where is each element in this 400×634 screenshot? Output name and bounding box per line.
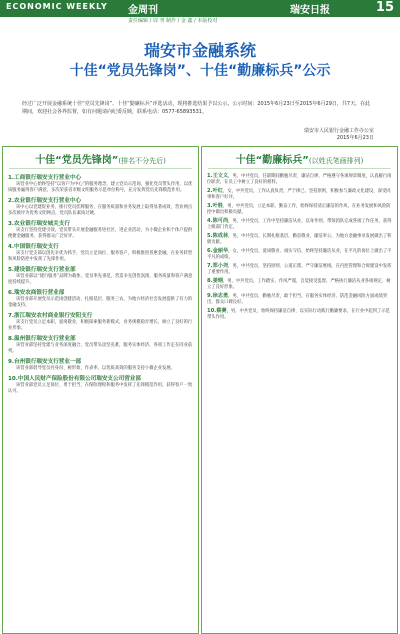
list-item: 2.叶红，女，中共党员，工作认真负责，严于律己，坚持原则，积极参与廉政文化建设，深受同事和客户好评。 <box>207 188 391 200</box>
list-item: 5.建设银行瑞安支行营业部 该营业部以“建行服务”品牌为载体，党员率先垂范，营造争先创优氛围，服务质量和客户满意度持续提升。 <box>8 267 193 285</box>
list-item: 8.姜钢，男，中共党员，工作踏实、作风严谨，自觉接受监督，严格执行廉洁从业各项规定，树立了良好形象。 <box>207 278 391 290</box>
left-column-note: (排名不分先后) <box>118 157 166 165</box>
divider <box>9 168 192 169</box>
list-item: 9.徐志勇，男，中共党员，勤勉尽责，敢于担当，在服务实体经济、防范金融风险方面成绩突出，群众口碑良好。 <box>207 293 388 305</box>
list-item: 2.农业银行瑞安支行营业中心 该中心以党建促业务，推行党员挂牌服务，在服务质量和业务发展上取得显著成效，营业网点多次被评为优秀文明网点，党员队伍素质过硬。 <box>8 198 193 216</box>
list-item: 10.中国人民财产保险股份有限公司瑞安支公司营业部 该营业部党员立足岗位、勇于担当，在保险理赔和服务中发挥了先锋模范作用，获得客户一致认可。 <box>8 376 193 394</box>
list-item: 6.瑞安农商银行营业部 该营业部开展党员示范岗创建活动，扎根基层、服务三农，为地方经济社会发展提供了有力的金融支持。 <box>8 290 193 308</box>
signature-date: 2015年6月23日 <box>336 135 374 141</box>
paper-name: 瑞安日报 <box>290 5 330 16</box>
headline-line-2: 十佳“党员先锋岗”、十佳“勤廉标兵”公示 <box>69 63 331 79</box>
page-number: 15 <box>375 0 394 15</box>
signature <box>304 128 374 142</box>
intro-paragraph: 经过广泛开展金融系统十佳“党员先锋岗”、十佳“勤廉标兵”评选活动，现将推选结果予以公示。公示时间：2015年6月23日至2015年6月29日，共7天。在此期间，欢迎社会各界监督，如有问题请向纪委反映，联系电话：0577-65893531。 <box>22 101 371 115</box>
left-column <box>2 146 199 634</box>
list-item: 9.台州银行瑞安支行营业一部 该营业部倡导党员亮身份、树形象、作表率，以优质高效的服务支持小微企业发展。 <box>8 359 175 371</box>
list-item: 5.陈成林，男，中共党员，长期扎根基层，勤恳敬业，廉洁奉公，为地方金融事业发展做出了积极贡献。 <box>207 233 392 245</box>
list-item: 4.陈可尚，男，中共党员，工作中坚持廉洁从业，以身作则，带领团队完成各项工作任务，获得上级部门肯定。 <box>207 218 392 230</box>
divider <box>208 168 391 169</box>
list-item: 8.温州银行瑞安支行营业部 该营业部坚持党建与业务深度融合，党员带头攻坚克难，服务实体经济，各项工作走在同业前列。 <box>8 336 193 354</box>
list-item: 3.农业银行瑞安城关支行 该支行坚持党建引领，党员带头开展金融服务进社区、进企业活动，为小微企业和个体户提供便捷金融服务，获得群众广泛好评。 <box>8 221 193 239</box>
section-label: ECONOMIC WEEKLY <box>6 2 108 11</box>
list-item: 7.浙江瑞安农村商业银行安阳支行 该支行党员立足本职、爱岗敬业，积极探索服务新模式，业务规模稳步增长，树立了良好的行业形象。 <box>8 313 193 331</box>
list-item: 7.郑小尧，男，中共党员，坚持原则、公道正派，严守廉洁底线，在内控管理和合规建设中发挥了重要作用。 <box>207 263 392 275</box>
list-item: 1.工商银行瑞安支行营业中心 该营业中心始终坚持“以客户为中心”的服务理念，建立党员示范岗，强化党员带头作用，以优质服务赢得客户满意，多次荣获省市级文明服务示范单位称号，充分发挥党员先锋模范作用。 <box>8 175 193 193</box>
column-brand: 金周刊 <box>128 5 158 16</box>
signature-org: 瑞安市人民银行金融工作办公室 <box>303 128 374 134</box>
page-banner <box>0 0 400 17</box>
list-item: 6.金丽华，女，中共党员，爱岗敬业、诚实守信，始终坚持廉洁从业，在平凡的岗位上做出了不平凡的成绩。 <box>207 248 392 260</box>
left-column-title: 十佳“党员先锋岗”(排名不分先后) <box>35 155 166 166</box>
list-item: 4.中国银行瑞安支行 该支行党支部以创先争优为抓手，党员立足岗位、服务客户，积极推进普惠金融，在业务转型和风险防控中发挥了先锋作用。 <box>8 244 193 262</box>
list-item: 10.蔡赛，男，中共党员，始终保持廉洁自律，以实际行动践行勤廉要求，在行业中起到了示范带头作用。 <box>207 308 390 320</box>
right-column-note: (以姓氏笔画排列) <box>308 157 364 165</box>
list-item: 3.叶胜，男，中共党员，立足本职、勤奋工作，始终保持清正廉洁的作风，在业务发展和风险防控中做出积极贡献。 <box>207 203 391 215</box>
editor-line: 责任编辑 / 周 刊 制作 / 金 鑫 / 本版校对 <box>128 18 218 24</box>
headline-line-1: 瑞安市金融系统 <box>143 41 256 60</box>
right-column <box>201 146 398 634</box>
list-item: 1.王文义，男，中共党员，任职期间勤勉尽责、廉洁自律，严格遵守各项规章制度，认真履行岗位职责，在员工中树立了良好的榜样。 <box>207 173 392 185</box>
right-column-title: 十佳“勤廉标兵”(以姓氏笔画排列) <box>235 155 364 166</box>
